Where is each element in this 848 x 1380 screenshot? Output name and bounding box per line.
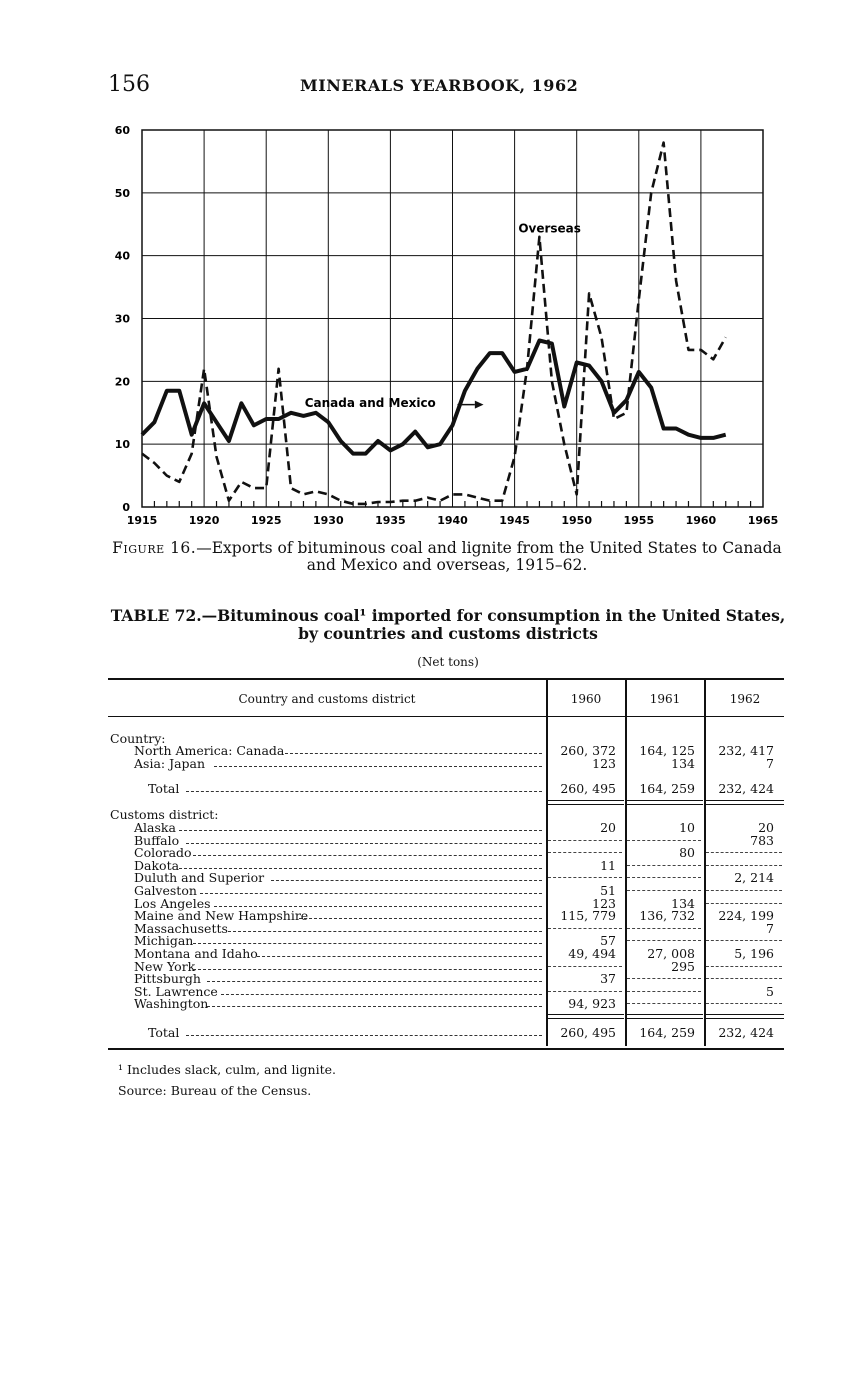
empty-cell — [706, 978, 782, 979]
y-tick-label: 40 — [114, 249, 130, 263]
table-row — [108, 1026, 784, 1039]
value-cell: 7 — [766, 755, 774, 771]
value-cell: 783 — [750, 832, 774, 848]
row-label: Dakota — [134, 857, 180, 873]
empty-cell — [627, 840, 701, 841]
table-row — [108, 782, 784, 795]
value-cell: 123 — [592, 895, 616, 911]
empty-cell — [548, 991, 622, 992]
table-row — [108, 757, 784, 770]
value-cell: 134 — [671, 755, 695, 771]
table-header-rule — [108, 716, 784, 717]
row-label: Montana and Idaho — [134, 946, 258, 961]
row-label: Asia: Japan — [134, 755, 206, 771]
source-note: Source: Bureau of the Census. — [118, 1083, 312, 1098]
table-top-rule — [108, 678, 784, 680]
value-cell: 260, 372 — [560, 743, 616, 758]
leader-dots — [285, 744, 542, 754]
empty-cell — [548, 928, 622, 929]
empty-cell — [627, 978, 701, 979]
x-tick-label: 1955 — [623, 514, 655, 527]
leader-dots — [214, 757, 542, 767]
annotation-arrowhead — [475, 401, 484, 409]
table-bottom-rule — [108, 1048, 784, 1050]
empty-cell — [548, 966, 622, 967]
value-cell: 49, 494 — [568, 946, 616, 961]
leader-dots — [193, 960, 542, 970]
empty-cell — [627, 940, 701, 941]
leader-dots — [271, 871, 542, 881]
chart-axis-ticks — [115, 124, 779, 527]
x-tick-label: 1945 — [499, 514, 530, 527]
row-label: Maine and New Hampshire — [134, 908, 309, 924]
figure-caption-text: —Exports of bituminous coal and lignite from the United States to Canada and Mexico and overseas, 1915–62. — [196, 539, 782, 574]
header-1962: 1962 — [729, 692, 761, 706]
y-tick-label: 60 — [114, 124, 130, 137]
leader-dots — [186, 782, 543, 792]
imports-table — [108, 678, 784, 1050]
value-cell: 224, 199 — [718, 908, 774, 924]
footnote: ¹ Includes slack, culm, and lignite. — [118, 1062, 336, 1077]
double-rule — [627, 1014, 703, 1019]
chart-grid — [142, 130, 763, 507]
exports-line-chart — [100, 118, 780, 533]
value-cell: 10 — [679, 820, 695, 835]
row-label: Pittsburgh — [134, 971, 201, 987]
leader-dots — [299, 909, 542, 919]
value-cell: 232, 417 — [718, 743, 774, 758]
row-label: Los Angeles — [134, 895, 211, 911]
x-tick-label: 1920 — [188, 514, 220, 527]
figure-caption-lead: Figure 16. — [112, 539, 197, 557]
y-tick-label: 0 — [122, 501, 130, 514]
empty-cell — [706, 940, 782, 941]
value-cell: 11 — [600, 857, 616, 873]
value-cell: 7 — [766, 920, 774, 936]
row-label: St. Lawrence — [134, 983, 218, 999]
empty-cell — [706, 966, 782, 967]
value-cell: 232, 424 — [718, 1025, 774, 1040]
empty-cell — [548, 877, 622, 878]
x-tick-label: 1915 — [126, 514, 158, 527]
value-cell: 164, 259 — [639, 1025, 695, 1040]
header-1961: 1961 — [649, 692, 681, 706]
table-subtitle: (Net tons) — [417, 655, 479, 669]
empty-cell — [706, 865, 782, 866]
chart-series — [142, 143, 726, 504]
table-row — [108, 985, 784, 998]
empty-cell — [627, 1003, 701, 1004]
empty-cell — [627, 865, 701, 866]
leader-dots — [179, 859, 542, 869]
row-label: Buffalo — [134, 832, 180, 848]
value-cell: 2, 214 — [734, 870, 774, 886]
leader-dots — [186, 834, 542, 844]
leader-dots — [214, 897, 542, 907]
value-cell: 260, 495 — [560, 1025, 616, 1040]
row-label: Alaska — [134, 820, 176, 835]
value-cell: 260, 495 — [560, 781, 616, 796]
leader-dots — [207, 972, 542, 982]
value-cell: 115, 779 — [560, 908, 616, 924]
value-cell: 134 — [671, 895, 695, 911]
row-label: Total — [148, 781, 180, 796]
table-title: TABLE 72.—Bituminous coal¹ imported for consumption in the United States, by countries and customs districts — [110, 606, 786, 643]
running-title: MINERALS YEARBOOK, 1962 — [300, 76, 579, 95]
value-cell: 164, 259 — [639, 781, 695, 796]
value-cell: 5 — [766, 983, 774, 999]
x-tick-label: 1960 — [685, 514, 717, 527]
empty-cell — [706, 903, 782, 904]
country-heading: Country: — [110, 731, 166, 746]
table-row — [108, 960, 784, 973]
canada-mexico-label: Canada and Mexico — [304, 396, 436, 411]
district-heading: Customs district: — [110, 807, 219, 822]
row-label: Michigan — [134, 933, 194, 949]
value-cell: 51 — [600, 883, 616, 898]
y-tick-label: 20 — [114, 375, 130, 389]
header-1960: 1960 — [570, 692, 602, 706]
value-cell: 136, 732 — [639, 908, 695, 924]
value-cell: 123 — [592, 755, 616, 771]
row-label: Massachusetts — [134, 920, 228, 936]
table-row — [108, 871, 784, 884]
leader-dots — [193, 934, 542, 944]
x-tick-label: 1935 — [375, 514, 406, 527]
x-tick-label: 1965 — [747, 514, 779, 527]
value-cell: 94, 923 — [568, 996, 616, 1012]
leader-dots — [221, 985, 542, 995]
x-tick-label: 1940 — [437, 514, 468, 527]
leader-dots — [179, 821, 542, 831]
double-rule — [706, 800, 784, 805]
row-label: New York — [134, 958, 196, 974]
leader-dots — [193, 846, 542, 856]
table-row — [108, 821, 784, 834]
empty-cell — [706, 890, 782, 891]
row-label: North America: Canada — [134, 743, 285, 758]
leader-dots — [186, 1026, 543, 1036]
page-number: 156 — [108, 72, 150, 97]
table-row — [108, 997, 784, 1010]
empty-cell — [706, 852, 782, 853]
value-cell: 27, 008 — [647, 946, 695, 961]
x-tick-label: 1925 — [250, 514, 282, 527]
value-cell: 57 — [600, 933, 616, 949]
empty-cell — [706, 1003, 782, 1004]
empty-cell — [627, 890, 701, 891]
double-rule — [548, 800, 624, 805]
empty-cell — [627, 991, 701, 992]
value-cell: 20 — [600, 820, 616, 835]
y-tick-label: 30 — [114, 312, 130, 326]
value-cell: 164, 125 — [639, 743, 695, 758]
empty-cell — [627, 877, 701, 878]
y-tick-label: 10 — [114, 438, 130, 452]
header-stub: Country and customs district — [238, 692, 416, 706]
row-label: Total — [148, 1025, 180, 1040]
x-tick-label: 1950 — [561, 514, 593, 527]
leader-dots — [228, 922, 542, 932]
figure-caption — [108, 540, 786, 574]
value-cell: 37 — [600, 971, 616, 987]
value-cell: 5, 196 — [734, 946, 774, 961]
series-line-overseas — [142, 143, 726, 504]
value-cell: 80 — [679, 845, 695, 861]
y-tick-label: 50 — [114, 186, 130, 200]
double-rule — [706, 1014, 784, 1019]
leader-dots — [207, 997, 542, 1007]
row-label: Washington — [134, 996, 209, 1012]
table-row — [108, 846, 784, 859]
value-cell: 295 — [671, 958, 695, 974]
overseas-label: Overseas — [518, 221, 581, 236]
value-cell: 20 — [758, 820, 774, 835]
x-tick-label: 1930 — [312, 514, 344, 527]
double-rule — [627, 800, 703, 805]
row-label: Galveston — [134, 883, 197, 898]
double-rule — [548, 1014, 624, 1019]
leader-dots — [257, 947, 542, 957]
empty-cell — [548, 840, 622, 841]
row-label: Colorado — [134, 845, 192, 861]
empty-cell — [548, 852, 622, 853]
value-cell: 232, 424 — [718, 781, 774, 796]
table-row — [108, 922, 784, 935]
page-header — [0, 72, 848, 102]
empty-cell — [627, 928, 701, 929]
row-label: Duluth and Superior — [134, 870, 265, 886]
leader-dots — [200, 884, 542, 894]
